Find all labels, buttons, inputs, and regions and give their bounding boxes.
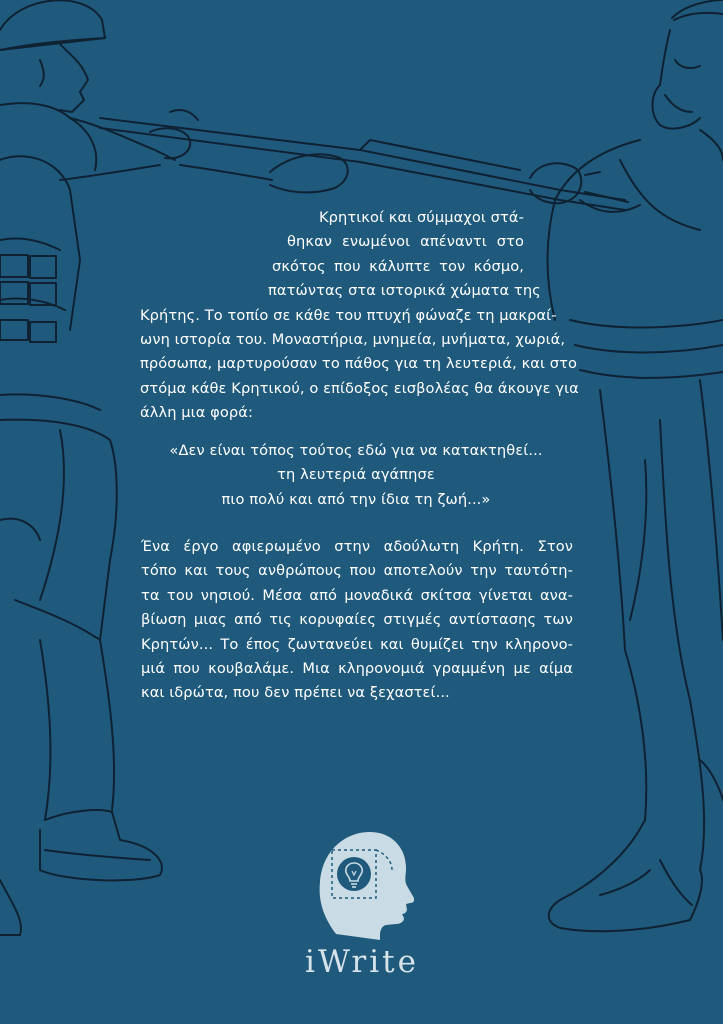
text-line: Κρητών... Το έπος ζωντανεύει και θυμίζει την κληρονο- [141,635,573,653]
text-line: τα του νησιού. Μέσα από μοναδικά σκίτσα γίνεται ανα- [141,586,573,604]
text-line: Κρητικοί και σύμμαχοι στά- [318,209,524,226]
intro-paragraph [140,206,579,426]
text-line: ωνη ιστορία του. Μοναστήρια, μνημεία, μνήματα, χωριά, [140,331,566,349]
text-line: πατώντας στα ιστορικά χώματα της [268,282,541,300]
text-line: τόπο και τους ανθρώπους που αποτελούν την ταυτότη- [141,562,573,580]
quote-line: πιο πολύ και από την ίδια τη ζωή...» [221,490,491,508]
text-line: άλλη μια φορά: [140,404,254,422]
text-line: βίωση μιας από τις κορυφαίες στιγμές αντίστασης των [141,611,573,629]
text-line: Ένα έργο αφιερωμένο στην αδούλωτη Κρήτη. Στον [141,538,573,555]
text-line: στόμα κάθε Κρητικού, ο επίδοξος εισβολέας θα άκουγε για [140,379,579,397]
quote-block [140,439,572,512]
quote-line: τη λευτεριά αγάπησε [277,466,435,484]
description-paragraph [141,535,573,706]
text-line: μιά που κουβαλάμε. Μια κληρονομιά γραμμένη με αίμα [141,660,573,678]
text-line: σκότος που κάλυπτε τον κόσμο, [272,257,524,275]
text-line: Κρήτης. Το τοπίο σε κάθε του πτυχή φώναζε τη μακραί- [140,306,557,324]
text-line: θηκαν ενωμένοι απέναντι στο [287,233,524,251]
publisher-name: iWrite [305,944,419,980]
text-line: πρόσωπα, μαρτυρούσαν το πάθος για τη λευτεριά, και στο [140,355,578,373]
quote-line: «Δεν είναι τόπος τούτος εδώ για να κατακτηθεί... [169,442,543,459]
text-line: και ιδρώτα, που δεν πρέπει να ξεχαστεί... [141,684,450,702]
